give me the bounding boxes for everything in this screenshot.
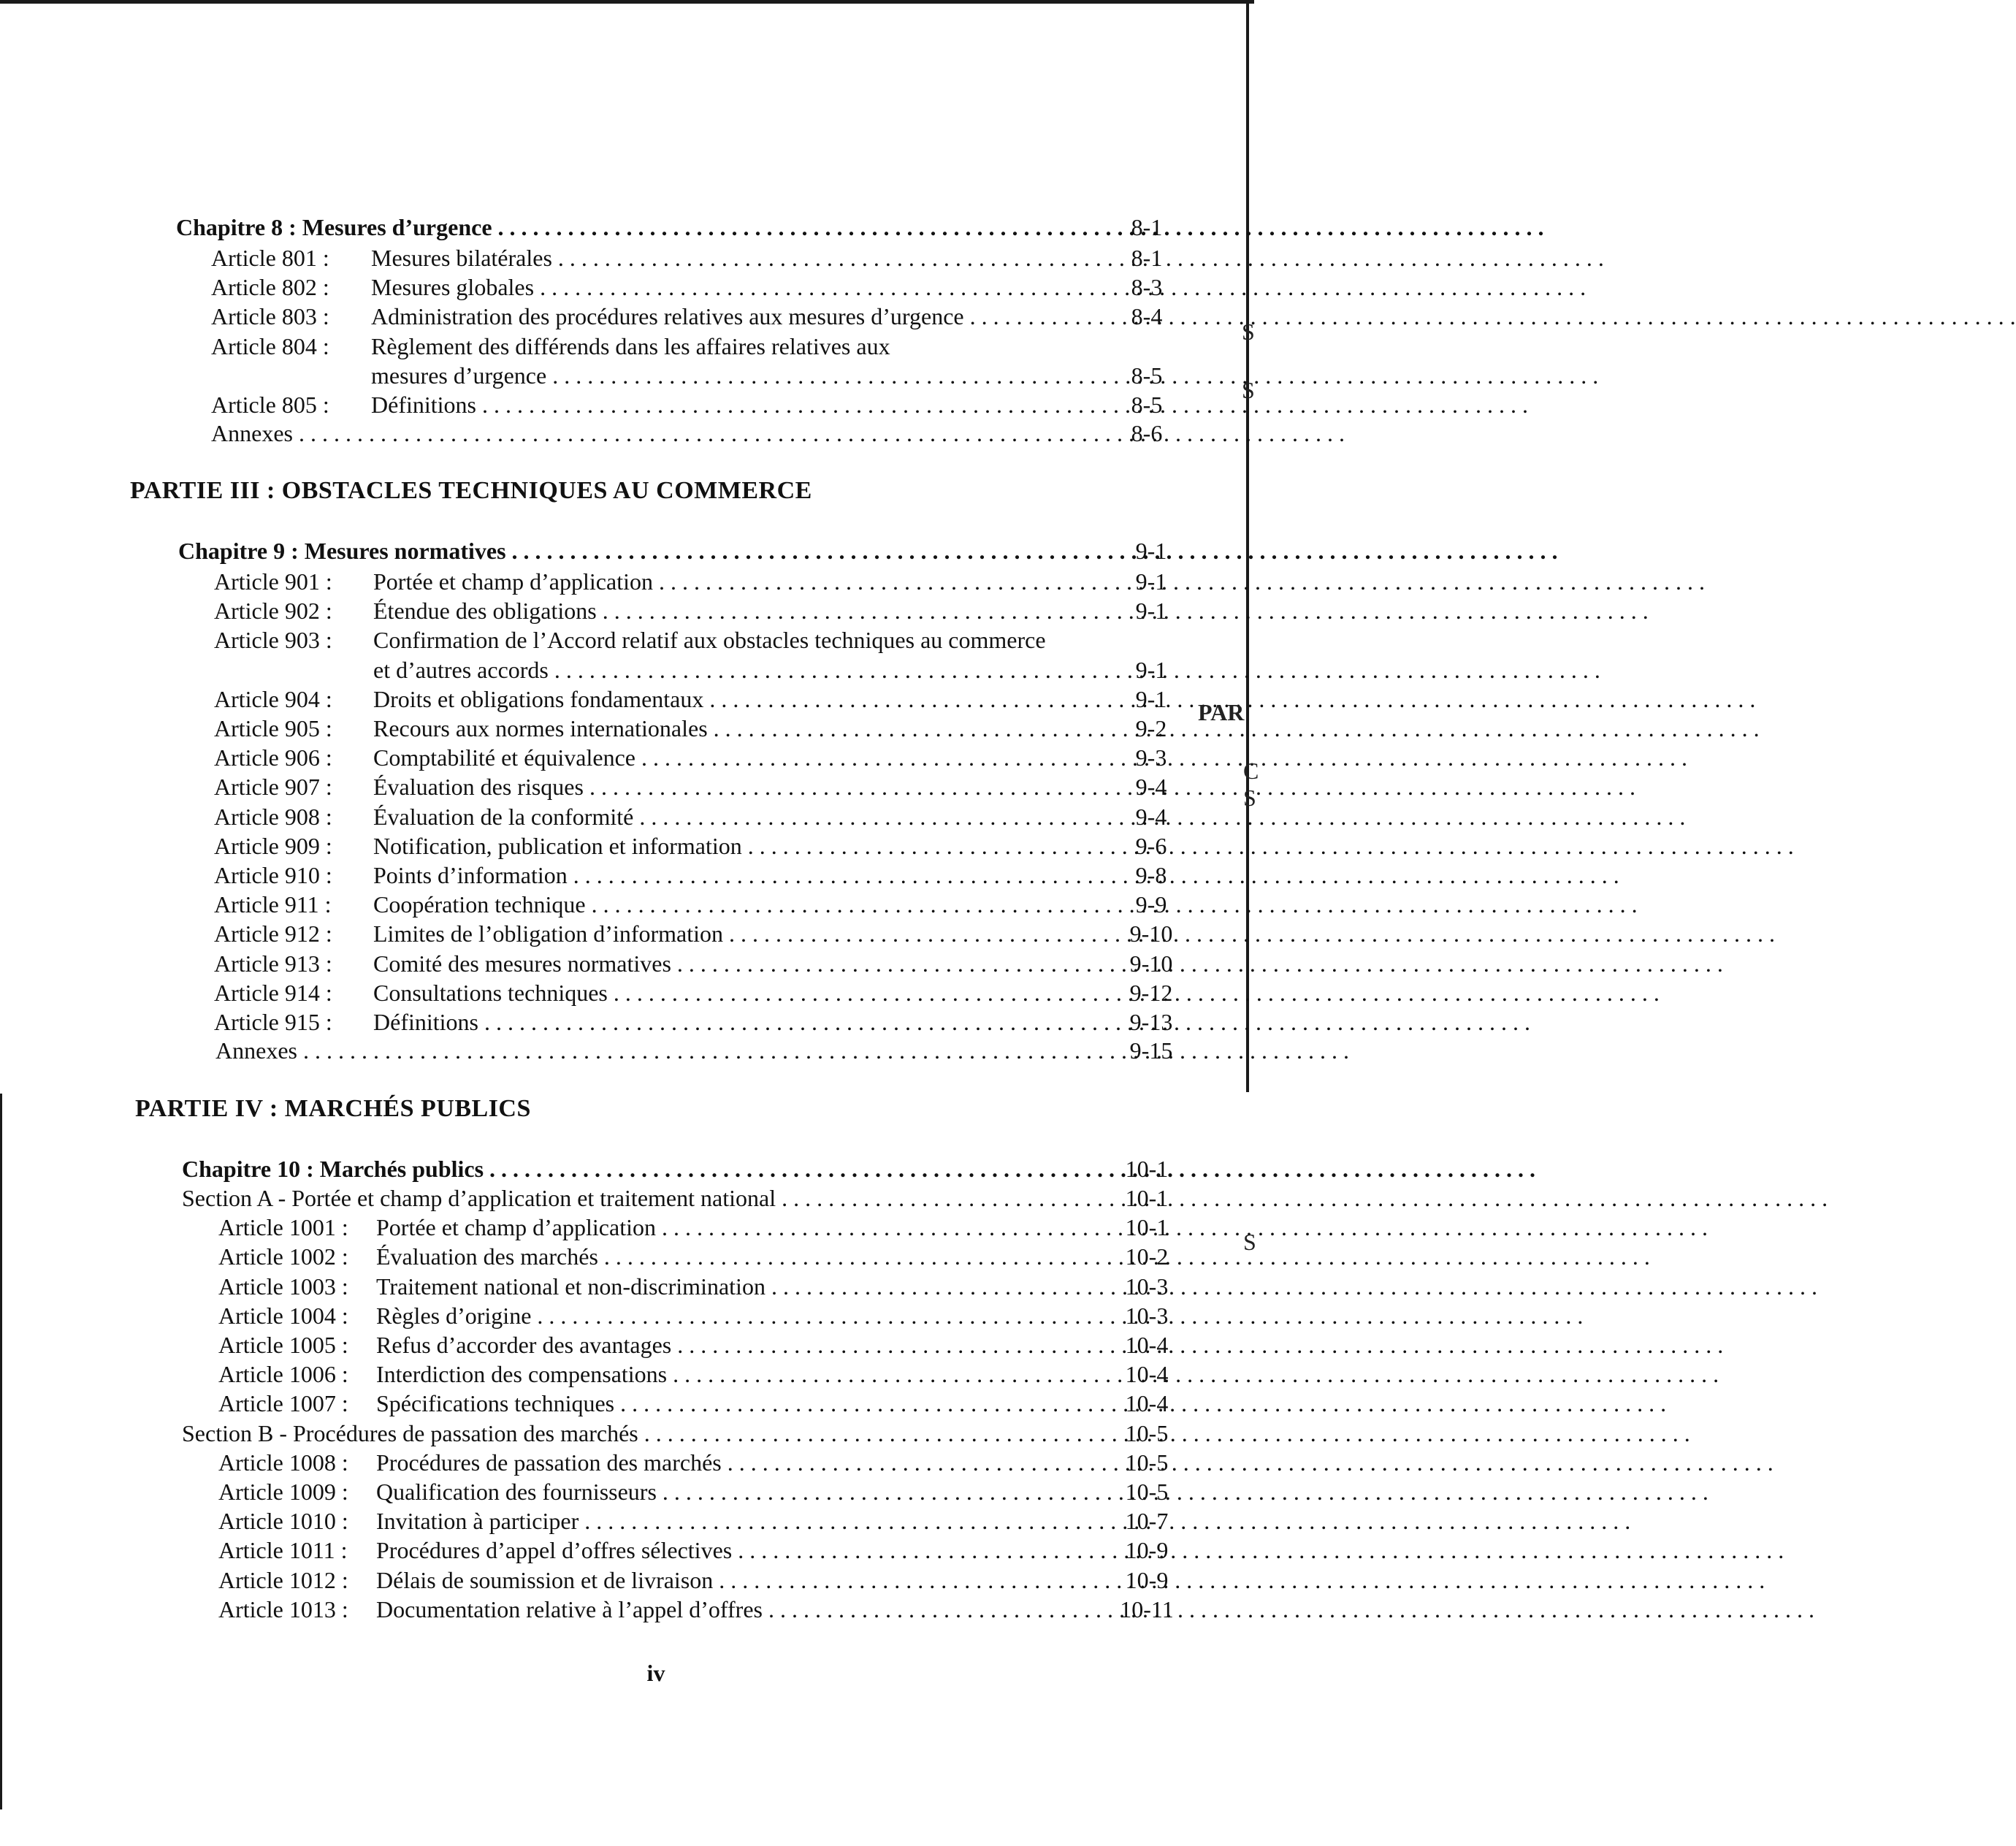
entry-title: Coopération technique . . . [373, 890, 1066, 919]
section-row [182, 1419, 1070, 1448]
article-number: Article 803 : [211, 303, 329, 330]
page-number: 9-12 [1129, 979, 1173, 1006]
chapter-row [176, 213, 1064, 242]
page-number: 10-3 [1125, 1273, 1169, 1300]
article-row [218, 1301, 1070, 1330]
article-row [211, 390, 1064, 419]
entry-title: Étendue des obligations . . . [373, 596, 1066, 625]
chapter-heading: Chapitre 10 : Marchés publics . . . [182, 1154, 1070, 1183]
entry-title: Règlement des différends dans les affaires relatives aux [371, 332, 890, 359]
section-label: Section A - Portée et champ d’application et traitement national . . . [182, 1183, 1081, 1213]
entry-title: Portée et champ d’application . . . [376, 1213, 1070, 1242]
article-row [218, 1477, 1070, 1506]
entry-title: Comptabilité et équivalence . . . [373, 743, 1066, 772]
article-number: Article 909 : [214, 832, 332, 859]
article-row [214, 831, 1066, 861]
entry-title: Mesures bilatérales . . . [371, 243, 1064, 272]
page-number: 10-11 [1120, 1595, 1174, 1622]
page-number: 9-1 [1135, 538, 1167, 564]
page-number: 10-9 [1125, 1566, 1169, 1593]
article-number: Article 908 : [214, 803, 332, 830]
entry-title: Procédures d’appel d’offres sélectives . . . [376, 1536, 1070, 1565]
article-number: Article 1007 : [218, 1390, 348, 1417]
page-number: 10-5 [1125, 1479, 1169, 1505]
article-number: Article 910 : [214, 862, 332, 888]
page-number: 8-5 [1131, 362, 1163, 389]
page-number: 9-1 [1135, 685, 1167, 712]
article-number: Article 804 : [211, 332, 329, 359]
article-number: Article 914 : [214, 979, 332, 1006]
margin-fragment: S [1242, 377, 1255, 403]
entry-title: Documentation relative à l’appel d’offres . . . [376, 1595, 1070, 1624]
article-row [214, 743, 1066, 772]
article-row [214, 861, 1066, 890]
entry-title: Refus d’accorder des avantages . . . [376, 1330, 1070, 1359]
article-number: Article 905 : [214, 715, 332, 741]
article-row [218, 1565, 1070, 1595]
page-number: 10-4 [1125, 1332, 1169, 1358]
annexes-label: Annexes . . . [211, 419, 1064, 448]
article-row [218, 1330, 1070, 1359]
article-number: Article 1012 : [218, 1566, 348, 1593]
article-row-continued [373, 655, 1066, 684]
page-number: 8-1 [1131, 214, 1163, 240]
article-row [214, 978, 1066, 1007]
page-number: 9-10 [1129, 950, 1173, 977]
article-number: Article 1008 : [218, 1449, 348, 1476]
entry-title: Évaluation des marchés . . . [376, 1242, 1070, 1271]
chapter-row [182, 1154, 1070, 1183]
article-row [214, 567, 1066, 596]
entry-title: Recours aux normes internationales . . . [373, 714, 1066, 743]
page-number: 9-4 [1135, 803, 1167, 830]
article-number: Article 912 : [214, 920, 332, 947]
article-number: Article 915 : [214, 1009, 332, 1035]
page-number: 8-6 [1131, 420, 1163, 447]
article-row [214, 949, 1066, 978]
entry-title: Qualification des fournisseurs . . . [376, 1477, 1070, 1506]
article-row [211, 332, 1064, 361]
entry-title: Notification, publication et information . . . [373, 831, 1066, 861]
margin-fragment: S [1243, 785, 1256, 811]
article-row [214, 772, 1066, 801]
article-row [218, 1536, 1070, 1565]
article-row [211, 272, 1064, 302]
article-number: Article 1009 : [218, 1479, 348, 1505]
article-number: Article 902 : [214, 598, 332, 625]
entry-title: Consultations techniques . . . [373, 978, 1066, 1007]
page-number: 8-5 [1131, 392, 1163, 418]
page-number: 8-1 [1131, 245, 1163, 271]
article-row [218, 1272, 1070, 1301]
page-number: 9-4 [1135, 774, 1167, 801]
article-row [214, 890, 1066, 919]
section-row [182, 1183, 1081, 1213]
article-number: Article 1001 : [218, 1214, 348, 1241]
page-number: 10-1 [1125, 1214, 1169, 1241]
article-number: Article 801 : [211, 245, 329, 271]
article-number: Article 1011 : [218, 1537, 348, 1564]
page-number: 10-5 [1125, 1449, 1169, 1476]
page-number: 10-2 [1125, 1243, 1169, 1270]
chapter-heading: Chapitre 8 : Mesures d’urgence . . . [176, 213, 1064, 242]
chapter-row [178, 536, 1066, 565]
article-row [211, 302, 1064, 331]
entry-title: Points d’information . . . [373, 861, 1066, 890]
part-heading: PARTIE III : OBSTACLES TECHNIQUES AU COMMERCE [130, 477, 812, 504]
page-number: 9-9 [1135, 891, 1167, 918]
page-number: 9-8 [1135, 862, 1167, 888]
annexes-row [215, 1036, 1066, 1065]
entry-title: Interdiction des compensations . . . [376, 1359, 1070, 1389]
page-folio: iv [646, 1660, 665, 1686]
entry-title: Spécifications techniques . . . [376, 1389, 1070, 1418]
entry-title: Droits et obligations fondamentaux . . . [373, 684, 1066, 714]
article-row [218, 1506, 1070, 1536]
entry-title: Comité des mesures normatives . . . [373, 949, 1066, 978]
article-number: Article 1006 : [218, 1361, 348, 1388]
entry-title: Évaluation de la conformité . . . [373, 802, 1066, 831]
article-number: Article 906 : [214, 744, 332, 771]
entry-title: Définitions . . . [373, 1007, 1066, 1037]
part-heading: PARTIE IV : MARCHÉS PUBLICS [135, 1095, 531, 1122]
entry-title-continued: mesures d’urgence . . . [371, 361, 1064, 390]
entry-title: Délais de soumission et de livraison . . . [376, 1565, 1070, 1595]
article-number: Article 901 : [214, 568, 332, 595]
page-number: 10-7 [1125, 1508, 1169, 1535]
article-row [214, 919, 1066, 948]
page-number: 10-1 [1125, 1185, 1169, 1211]
article-row [214, 714, 1066, 743]
entry-title: Définitions . . . [371, 390, 1064, 419]
page-number: 8-4 [1131, 303, 1163, 330]
margin-fragment: PAR [1198, 699, 1245, 725]
article-row [214, 802, 1066, 831]
article-row [218, 1242, 1070, 1271]
article-row [218, 1448, 1070, 1477]
entry-title: Traitement national et non-discrimination . . . [376, 1272, 1070, 1301]
page-number: 10-5 [1125, 1419, 1169, 1446]
article-row [218, 1595, 1070, 1624]
entry-title-continued: et d’autres accords . . . [373, 655, 1066, 684]
page-number: 9-3 [1135, 744, 1167, 771]
page-number: 9-1 [1135, 598, 1167, 625]
page-number: 10-9 [1125, 1537, 1169, 1564]
page-number: 10-4 [1125, 1361, 1169, 1388]
page-number: 8-3 [1131, 274, 1163, 301]
entry-title: Règles d’origine . . . [376, 1301, 1070, 1330]
article-row [214, 684, 1066, 714]
margin-fragment: C [1243, 758, 1259, 784]
annexes-label: Annexes . . . [215, 1036, 1066, 1065]
article-number: Article 805 : [211, 392, 329, 418]
section-label: Section B - Procédures de passation des marchés . . . [182, 1419, 1070, 1448]
page-number: 9-10 [1129, 920, 1173, 947]
article-number: Article 802 : [211, 274, 329, 301]
chapter-heading: Chapitre 9 : Mesures normatives . . . [178, 536, 1066, 565]
entry-title: Limites de l’obligation d’information . . . [373, 919, 1066, 948]
entry-title: Administration des procédures relatives aux mesures d’urgence . . . [371, 302, 1064, 331]
entry-title: Confirmation de l’Accord relatif aux obstacles techniques au commerce [373, 627, 1046, 654]
article-number: Article 904 : [214, 685, 332, 712]
page-number: 9-6 [1135, 832, 1167, 859]
article-row [214, 1007, 1066, 1037]
page-number: 9-15 [1129, 1037, 1173, 1064]
article-number: Article 1013 : [218, 1595, 348, 1622]
article-row-continued [371, 361, 1064, 390]
page-number: 9-1 [1135, 568, 1167, 595]
article-row [214, 596, 1066, 625]
margin-fragment: S [1242, 319, 1255, 345]
page-number: 9-2 [1135, 715, 1167, 741]
article-number: Article 911 : [214, 891, 332, 918]
entry-title: Évaluation des risques . . . [373, 772, 1066, 801]
entry-title: Procédures de passation des marchés . . . [376, 1448, 1070, 1477]
article-row [218, 1359, 1070, 1389]
article-row [214, 625, 1125, 655]
article-number: Article 1003 : [218, 1273, 348, 1300]
article-number: Article 1010 : [218, 1508, 348, 1535]
entry-title: Invitation à participer . . . [376, 1506, 1070, 1536]
article-number: Article 907 : [214, 774, 332, 801]
entry-title: Portée et champ d’application . . . [373, 567, 1066, 596]
page-number: 9-13 [1129, 1009, 1173, 1035]
article-number: Article 1002 : [218, 1243, 348, 1270]
page-number: 9-1 [1135, 656, 1167, 683]
article-number: Article 903 : [214, 627, 332, 654]
annexes-row [211, 419, 1064, 448]
article-row [218, 1213, 1070, 1242]
article-number: Article 1004 : [218, 1302, 348, 1329]
article-number: Article 913 : [214, 950, 332, 977]
margin-fragment: S [1243, 1229, 1256, 1255]
article-row [211, 243, 1064, 272]
article-row [218, 1389, 1070, 1418]
article-number: Article 1005 : [218, 1332, 348, 1358]
page-number: 10-3 [1125, 1302, 1169, 1329]
entry-title: Mesures globales . . . [371, 272, 1064, 302]
page-number: 10-1 [1125, 1156, 1169, 1182]
page-number: 10-4 [1125, 1390, 1169, 1417]
